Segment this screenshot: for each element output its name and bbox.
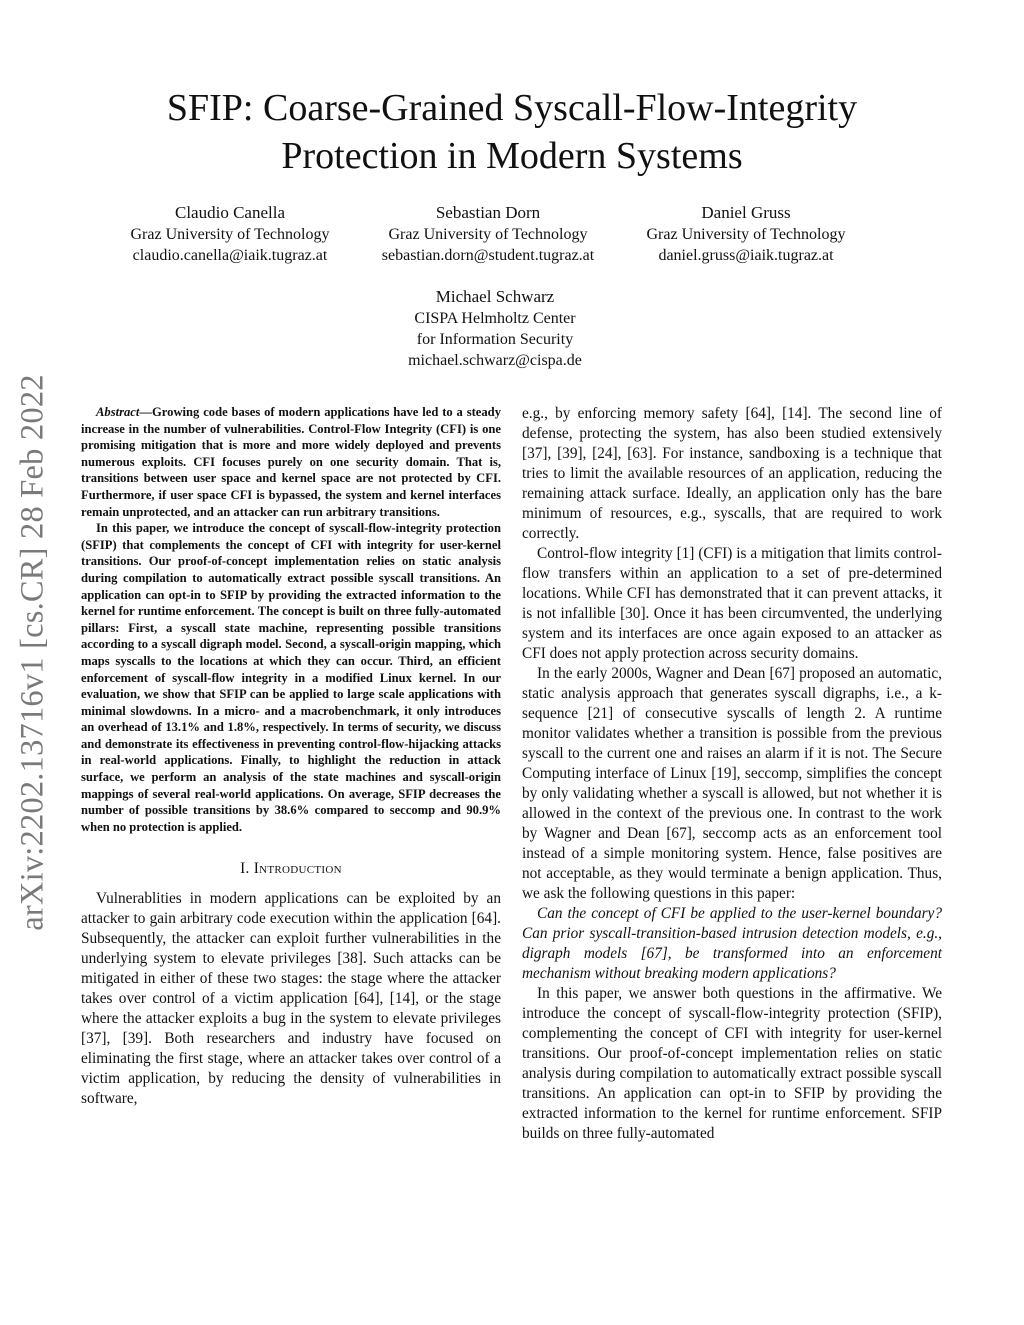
author-block-dorn [368, 202, 608, 266]
abstract-label: Abstract [96, 405, 140, 419]
abstract-paragraph [81, 404, 501, 520]
body-paragraph: Control-flow integrity [1] (CFI) is a mitigation that limits control-flow transfers within an application to a set of pre-determined locations. While CFI has demonstrated that it can prevent attacks, it is not infallible [30]. Once it has been circumvented, the underlying system and its interfaces are once again exposed to an attacker as CFI does not apply protection across security domains. [522, 545, 942, 662]
author-affiliation: for Information Security [416, 331, 574, 348]
arxiv-identifier-text: arXiv:2202.13716v1 [cs.CR] 28 Feb 2022 [14, 373, 51, 931]
author-block-schwarz [375, 286, 615, 371]
abstract-paragraph: In this paper, we introduce the concept of syscall-flow-integrity protection (SFIP) that complements the concept of CFI with integrity for user-kernel transitions. Our proof-of-concept implementation relies on static analysis during compilation to automatically extract possible syscall transitions. An application can opt-in to SFIP by providing the extracted information to the kernel for runtime enforcement. The concept is built on three fully-automated pillars: First, a syscall state machine, representing possible transitions according to a syscall digraph model. Second, a syscall-origin mapping, which maps syscalls to the locations at which they can occur. Third, an efficient enforcement of syscall-flow integrity in a modified Linux kernel. In our evaluation, we show that SFIP can be applied to large scale applications with minimal slowdowns. In a micro- and a macrobenchmark, it only introduces an overhead of 13.1% and 1.8%, respectively. In terms of security, we discuss and demonstrate its effectiveness in preventing control-flow-hijacking attacks in real-world applications. Finally, to highlight the reduction in attack surface, we perform an analysis of the state machines and syscall-origin mappings of several real-world applications. On average, SFIP decreases the number of possible transitions by 38.6% compared to seccomp and 90.9% when no protection is applied. [81, 521, 501, 834]
author-name: Sebastian Dorn [435, 203, 541, 222]
author-email: claudio.canella@iaik.tugraz.at [132, 247, 328, 264]
body-paragraph: e.g., by enforcing memory safety [64], [14]. The second line of defense, protecting the system, has also been studied extensively [37], [39], [24], [63]. For instance, sandboxing is a technique that tries to limit the available resources of an application, reducing the remaining attack surface. Ideally, an application only has the bare minimum of resources, e.g., syscalls, that are required to work correctly. [522, 405, 942, 542]
author-affiliation: Graz University of Technology [646, 226, 846, 243]
title-line-1: SFIP: Coarse-Grained Syscall-Flow-Integrity [166, 87, 858, 129]
body-paragraph: In the early 2000s, Wagner and Dean [67] proposed an automatic, static analysis approach that generates syscall digraphs, i.e., a k-sequence [21] of consecutive syscalls of length 2. A runtime monitor validates whether a transition is possible from the previous syscall to the current one and raises an alarm if it is not. The Secure Computing interface of Linux [19], seccomp, simplifies the concept by only validating whether a syscall is allowed, but not whether it is allowed in the context of the previous one. In contrast to the work by Wagner and Dean [67], seccomp acts as an enforcement tool instead of a simple monitoring system. Hence, false positives are not acceptable, as they would terminate a benign application. Thus, we ask the following questions in this paper: [522, 665, 942, 902]
author-name: Michael Schwarz [435, 287, 555, 306]
abstract [81, 404, 501, 835]
body-paragraph: Vulnerablities in modern applications can be exploited by an attacker to gain arbitrary code execution within the application [64]. Subsequently, the attacker can exploit further vulnerabilities in the underlying system to elevate privileges [38]. Such attacks can be mitigated in either of these two stages: the stage where the attacker takes over control of a victim application [64], [14], or the stage where the attacker exploits a bug in the system to elevate privileges [37], [39]. Both researchers and industry have focused on eliminating the first stage, where an attacker takes over control of a victim application, by reducing the density of vulnerabilities in software, [81, 890, 501, 1108]
research-questions: Can the concept of CFI be applied to the user-kernel boundary? Can prior syscall-transition-based intrusion detection models, e.g., digraph models [67], be transformed into an enforcement mechanism without breaking modern applications? [522, 905, 942, 982]
author-email: sebastian.dorn@student.tugraz.at [381, 247, 595, 264]
left-column [81, 404, 501, 1109]
author-name: Daniel Gruss [701, 203, 791, 222]
paper-title [100, 84, 924, 180]
author-affiliation: Graz University of Technology [388, 226, 588, 243]
author-name: Claudio Canella [174, 203, 285, 222]
arxiv-identifier-stamp [8, 352, 58, 952]
author-block-canella [110, 202, 350, 266]
right-column [522, 404, 942, 1144]
author-affiliation: CISPA Helmholtz Center [414, 310, 576, 327]
abstract-text: —Growing code bases of modern applications have led to a steady increase in the number of vulnerabilities. Control-Flow Integrity (CFI) is one promising mitigation that is more and more widely deployed and prevents numerous exploits. CFI focuses purely on one security domain. That is, transitions between user space and kernel space are not protected by CFI. Furthermore, if user space CFI is bypassed, the system and kernel interfaces remain unprotected, and an attacker can run arbitrary transitions. [81, 405, 501, 519]
author-affiliation: Graz University of Technology [130, 226, 330, 243]
body-paragraph: In this paper, we answer both questions in the affirmative. We introduce the concept of syscall-flow-integrity protection (SFIP), complementing the concept of CFI with integrity for user-kernel transitions. Our proof-of-concept implementation relies on static analysis during compilation to automatically extract possible syscall transitions. An application can opt-in to SFIP by providing the extracted information to the kernel for runtime enforcement. SFIP builds on three fully-automated [522, 985, 942, 1142]
title-line-2: Protection in Modern Systems [281, 135, 743, 177]
author-block-gruss [626, 202, 866, 266]
section-heading-introduction: I. Introduction [240, 860, 342, 878]
author-email: daniel.gruss@iaik.tugraz.at [658, 247, 834, 264]
author-email: michael.schwarz@cispa.de [408, 352, 582, 369]
